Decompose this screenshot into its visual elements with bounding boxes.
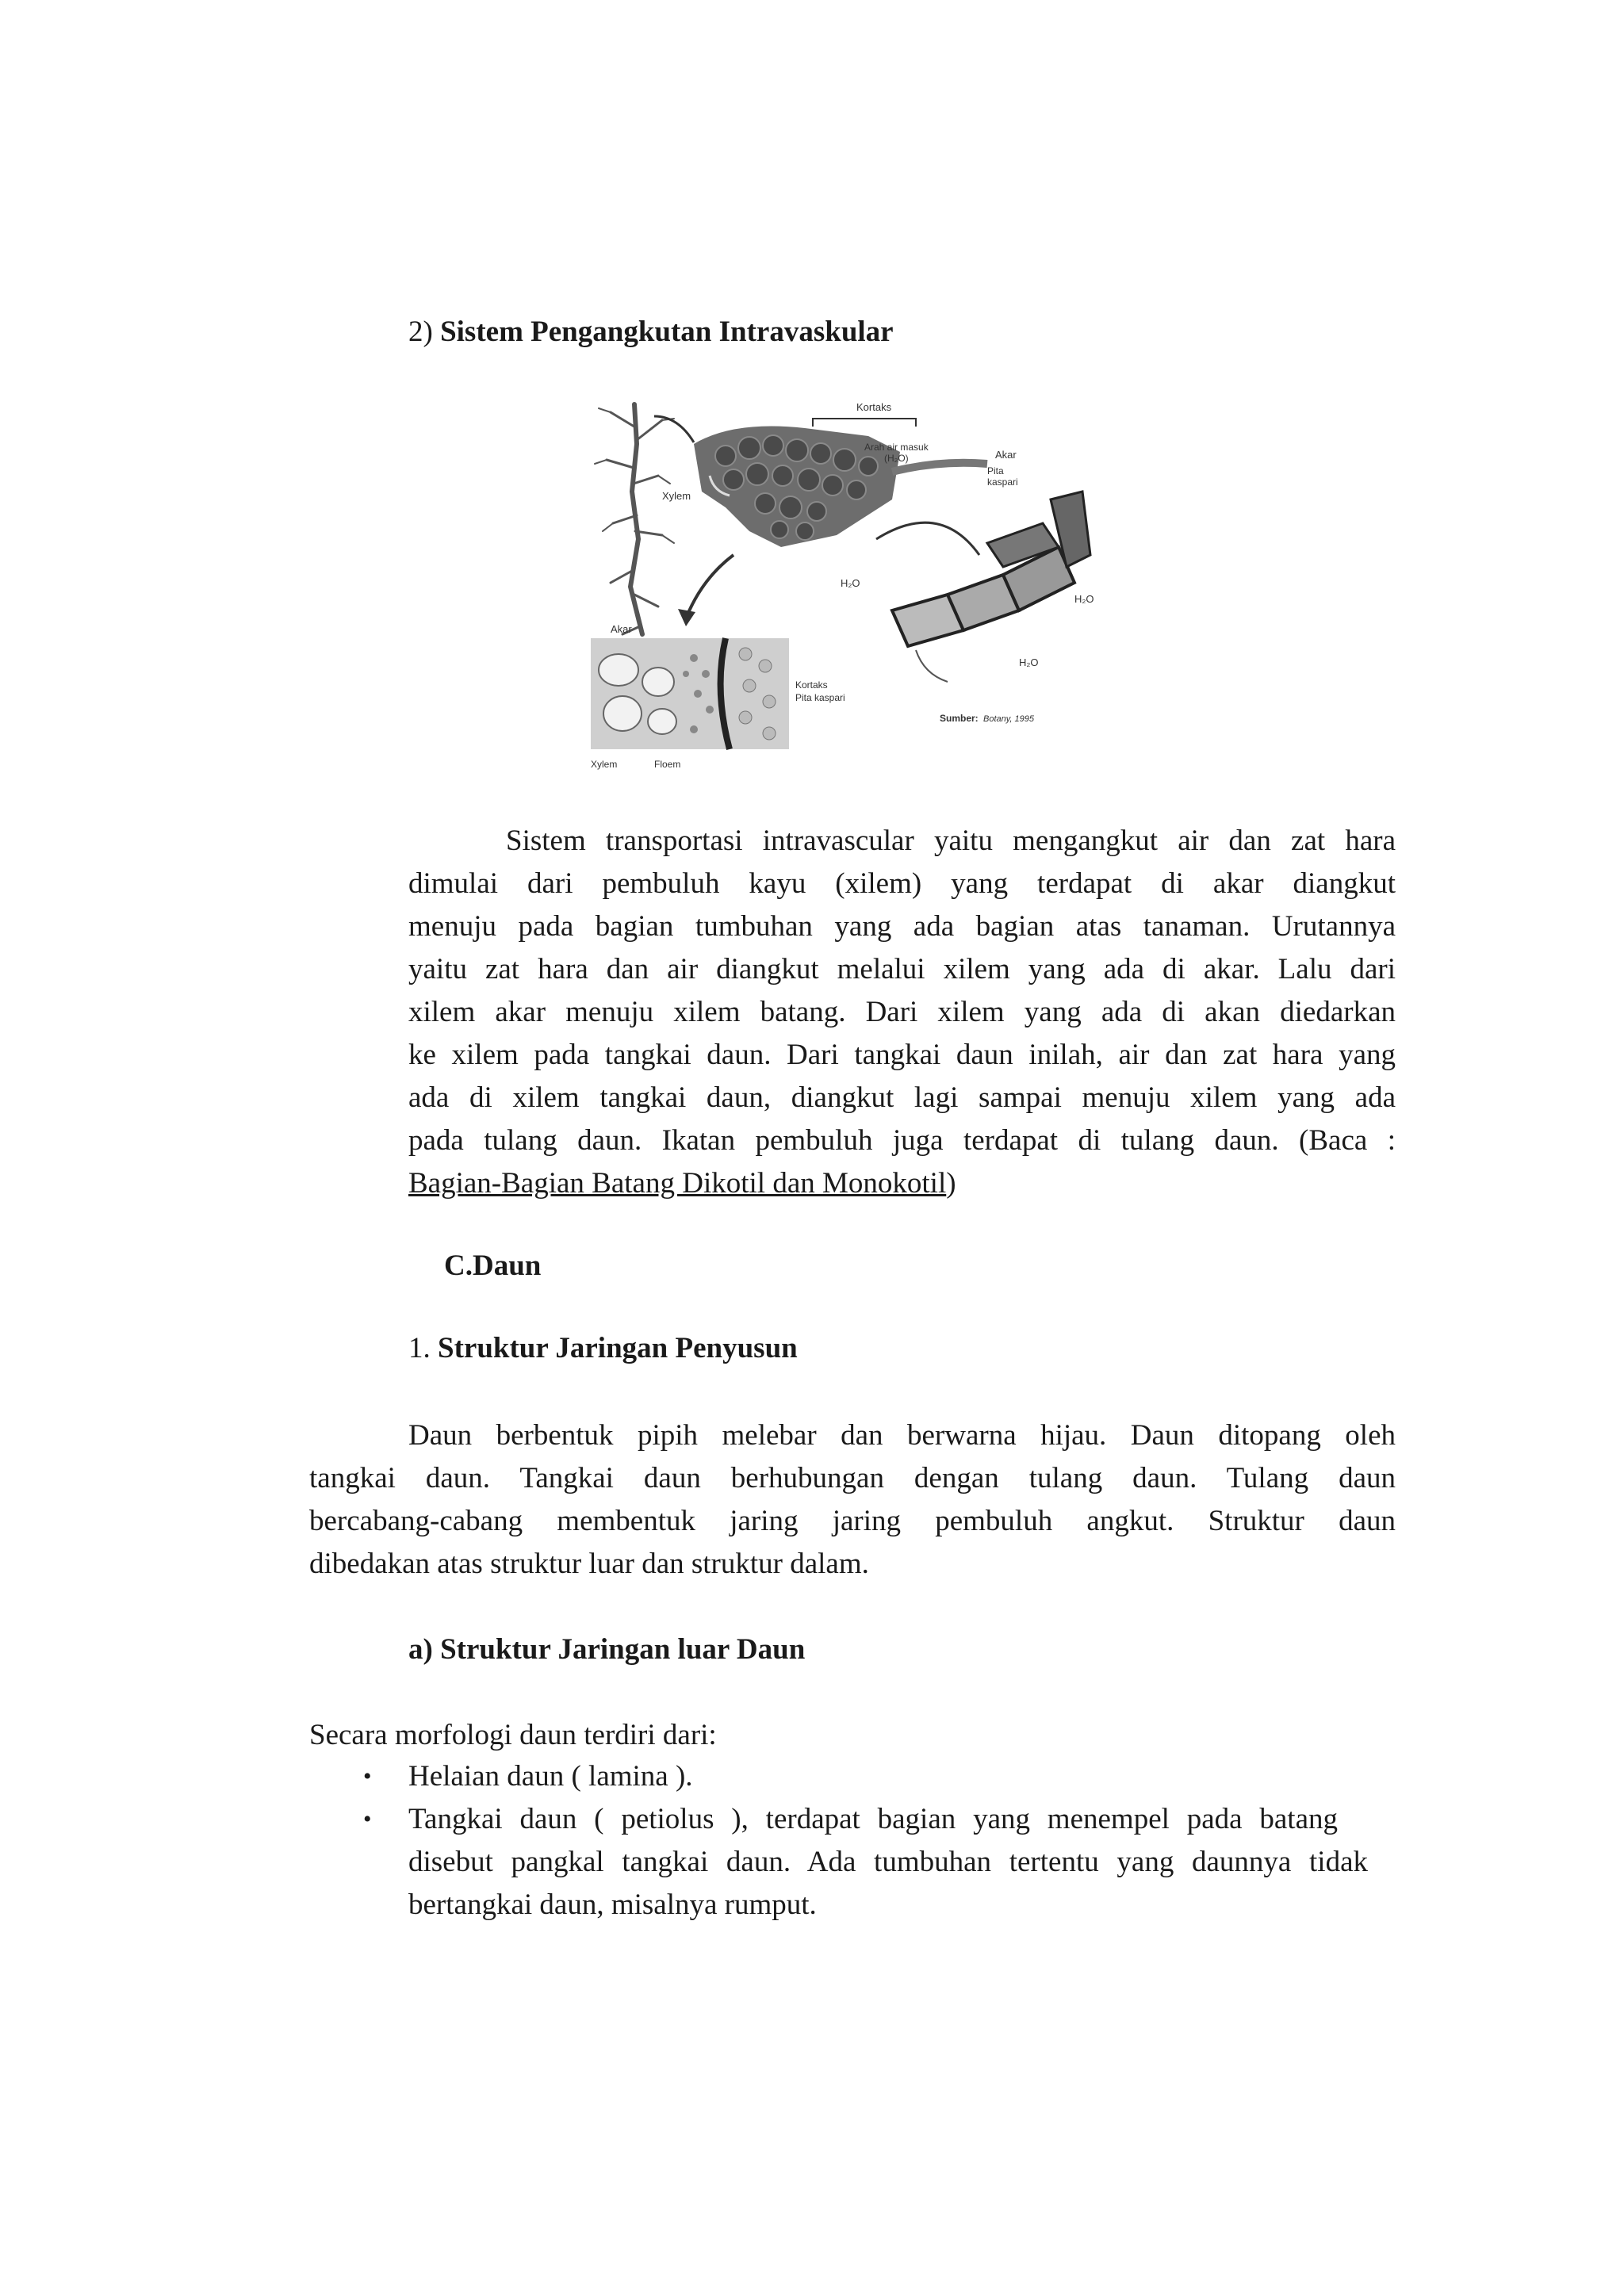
- bullet-icon: •: [363, 1763, 372, 1789]
- list-item-petiolus-line-2: disebut pangkal tangkai daun. Ada tumbuhan tertentu yang daunnya tidak: [408, 1846, 1368, 1878]
- para1-line-3: menuju pada bagian tumbuhan yang ada bagian atas tanaman. Urutannya: [408, 910, 1396, 943]
- label-h2o-3: H₂O: [1019, 656, 1039, 668]
- label-pita-kaspari: Pita kaspari: [795, 692, 845, 703]
- section-title: Sistem Pengangkutan Intravaskular: [440, 316, 894, 348]
- label-xylem-bottom: Xylem: [591, 759, 618, 770]
- section-heading-1: [408, 1327, 798, 1370]
- list-item-petiolus-line-1: Tangkai daun ( petiolus ), terdapat bagian yang menempel pada batang: [408, 1803, 1338, 1835]
- label-sumber-ref: Botany, 1995: [983, 714, 1035, 724]
- para2-line-3: bercabang-cabang membentuk jaring jaring pembuluh angkut. Struktur daun: [309, 1505, 1396, 1537]
- root-illustration: [595, 404, 674, 634]
- para1-line-4: yaitu zat hara dan air diangkut melalui xilem yang ada di akar. Lalu dari: [408, 953, 1396, 985]
- para1-line-1: Sistem transportasi intravascular yaitu mengangkut air dan zat hara: [506, 825, 1396, 857]
- para2-line-4: dibedakan atas struktur luar dan struktur dalam.: [309, 1548, 869, 1580]
- para1-line-6: ke xilem pada tangkai daun. Dari tangkai daun inilah, air dan zat hara yang: [408, 1039, 1396, 1071]
- section-heading-2: [408, 311, 894, 354]
- list-item-lamina: Helaian daun ( lamina ).: [408, 1760, 693, 1793]
- para1-line-9: [408, 1162, 1396, 1205]
- section-title: Struktur Jaringan Penyusun: [438, 1332, 798, 1364]
- label-arah-air-2: (H₂O): [884, 453, 909, 464]
- para1-line-8: pada tulang daun. Ikatan pembuluh juga terdapat di tulang daun. (Baca :: [408, 1124, 1396, 1157]
- label-sumber: Sumber:: [940, 713, 979, 724]
- section-heading-c: C.Daun: [444, 1249, 542, 1282]
- label-kaspari: kaspari: [987, 476, 1018, 488]
- label-kortaks-top: Kortaks: [856, 401, 892, 413]
- vascular-transport-figure: [575, 396, 1130, 777]
- section-number: 2): [408, 316, 441, 348]
- label-akar-right: Akar: [995, 449, 1017, 461]
- label-xylem-left: Xylem: [662, 490, 691, 502]
- list-intro: Secara morfologi daun terdiri dari:: [309, 1719, 717, 1751]
- label-pita: Pita: [987, 465, 1004, 476]
- label-floem: Floem: [654, 759, 681, 770]
- list-item-petiolus-line-3: bertangkai daun, misalnya rumput.: [408, 1888, 817, 1921]
- para1-line-2: dimulai dari pembuluh kayu (xilem) yang terdapat di akar diangkut: [408, 867, 1396, 900]
- label-kortaks-bottom: Kortaks: [795, 679, 828, 691]
- root-cross-section-illustration: [591, 638, 789, 749]
- bullet-icon: •: [363, 1806, 372, 1832]
- label-h2o-2: H₂O: [1074, 593, 1094, 605]
- label-akar-left: Akar: [611, 623, 632, 635]
- para2-line-2: tangkai daun. Tangkai daun berhubungan dengan tulang daun. Tulang daun: [309, 1462, 1396, 1494]
- para1-line-7: ada di xilem tangkai daun, diangkut lagi sampai menuju xilem yang ada: [408, 1081, 1396, 1114]
- label-arah-air: Arah air masuk: [864, 442, 929, 453]
- casparian-strip-illustration: [892, 492, 1090, 682]
- para1-close: ): [946, 1167, 956, 1200]
- para1-line-5: xilem akar menuju xilem batang. Dari xilem yang ada di akan diedarkan: [408, 996, 1396, 1028]
- link-bagian-batang[interactable]: Bagian-Bagian Batang Dikotil dan Monokotil: [408, 1167, 947, 1200]
- section-heading-a: a) Struktur Jaringan luar Daun: [408, 1633, 806, 1666]
- para2-line-1: Daun berbentuk pipih melebar dan berwarna hijau. Daun ditopang oleh: [408, 1419, 1396, 1452]
- section-number: 1.: [408, 1332, 438, 1364]
- label-h2o-1: H₂O: [841, 577, 860, 589]
